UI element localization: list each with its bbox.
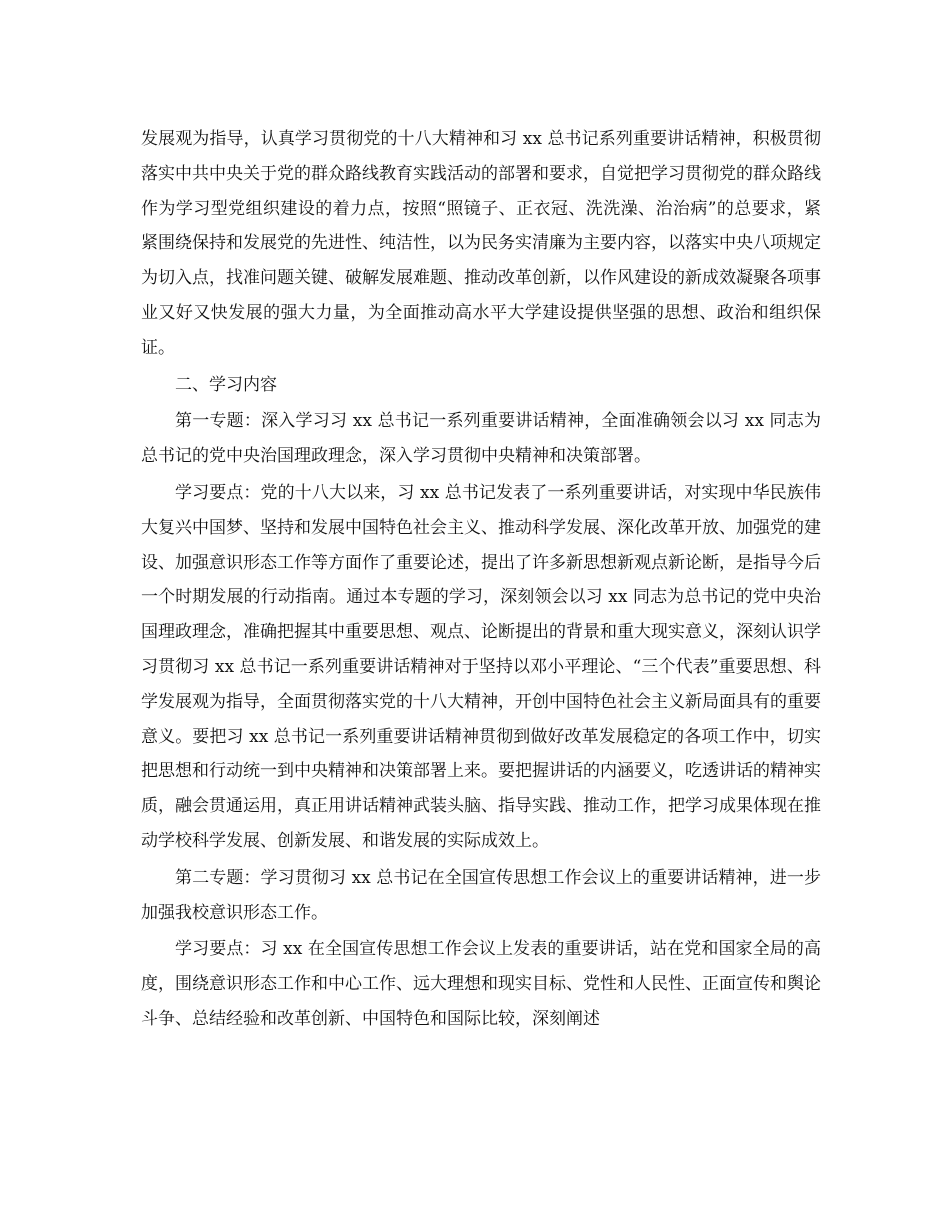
paragraph-topic-one: 第一专题：深入学习习 xx 总书记一系列重要讲话精神，全面准确领会以习 xx 同志为总书记的党中央治国理政理念，深入学习贯彻中央精神和决策部署。 [141,411,821,467]
document-body [141,122,821,1037]
paragraph-topic-two-key-points: 学习要点：习 xx 在全国宣传思想工作会议上发表的重要讲话，站在党和国家全局的高度，围绕意识形态工作和中心工作、远大理想和现实目标、党性和人民性、正面宣传和舆论斗争、总结经验和改革创新、中国特色和国际比较，深刻阐述 [141,939,821,1029]
paragraph-guiding-ideology: 发展观为指导，认真学习贯彻党的十八大精神和习 xx 总书记系列重要讲话精神，积极贯彻落实中共中央关于党的群众路线教育实践活动的部署和要求，自觉把学习贯彻党的群众路线作为学习型党组织建设的着力点，按照“照镜子、正衣冠、洗洗澡、治治病”的总要求，紧紧围绕保持和发展党的先进性、纯洁性，以为民务实清廉为主要内容，以落实中央八项规定为切入点，找准问题关键、破解发展难题、推动改革创新，以作风建设的新成效凝聚各项事业又好又快发展的强大力量，为全面推动高水平大学建设提供坚强的思想、政治和组织保证。 [141,129,821,358]
section-heading-study-content: 二、学习内容 [175,374,277,395]
paragraph-topic-one-key-points: 学习要点：党的十八大以来，习 xx 总书记发表了一系列重要讲话，对实现中华民族伟大复兴中国梦、坚持和发展中国特色社会主义、推动科学发展、深化改革开放、加强党的建设、加强意识形态工作等方面作了重要论述，提出了许多新思想新观点新论断，是指导今后一个时期发展的行动指南。通过本专题的学习，深刻领会以习 xx 同志为总书记的党中央治国理政理念，准确把握其中重要思想、观点、论断提出的背景和重大现实意义，深刻认识学习贯彻习 xx 总书记一系列重要讲话精神对于坚持以邓小平理论、“三个代表”重要思想、科学发展观为指导，全面贯彻落实党的十八大精神，开创中国特色社会主义新局面具有的重要意义。要把习 xx 总书记一系列重要讲话精神贯彻到做好改革发展稳定的各项工作中，切实把思想和行动统一到中央精神和决策部署上来。要把握讲话的内涵要义，吃透讲话的精神实质，融会贯通运用，真正用讲话精神武装头脑、指导实践、推动工作，把学习成果体现在推动学校科学发展、创新发展、和谐发展的实际成效上。 [141,482,821,851]
paragraph-topic-two: 第二专题：学习贯彻习 xx 总书记在全国宣传思想工作会议上的重要讲话精神，进一步加强我校意识形态工作。 [141,867,821,923]
